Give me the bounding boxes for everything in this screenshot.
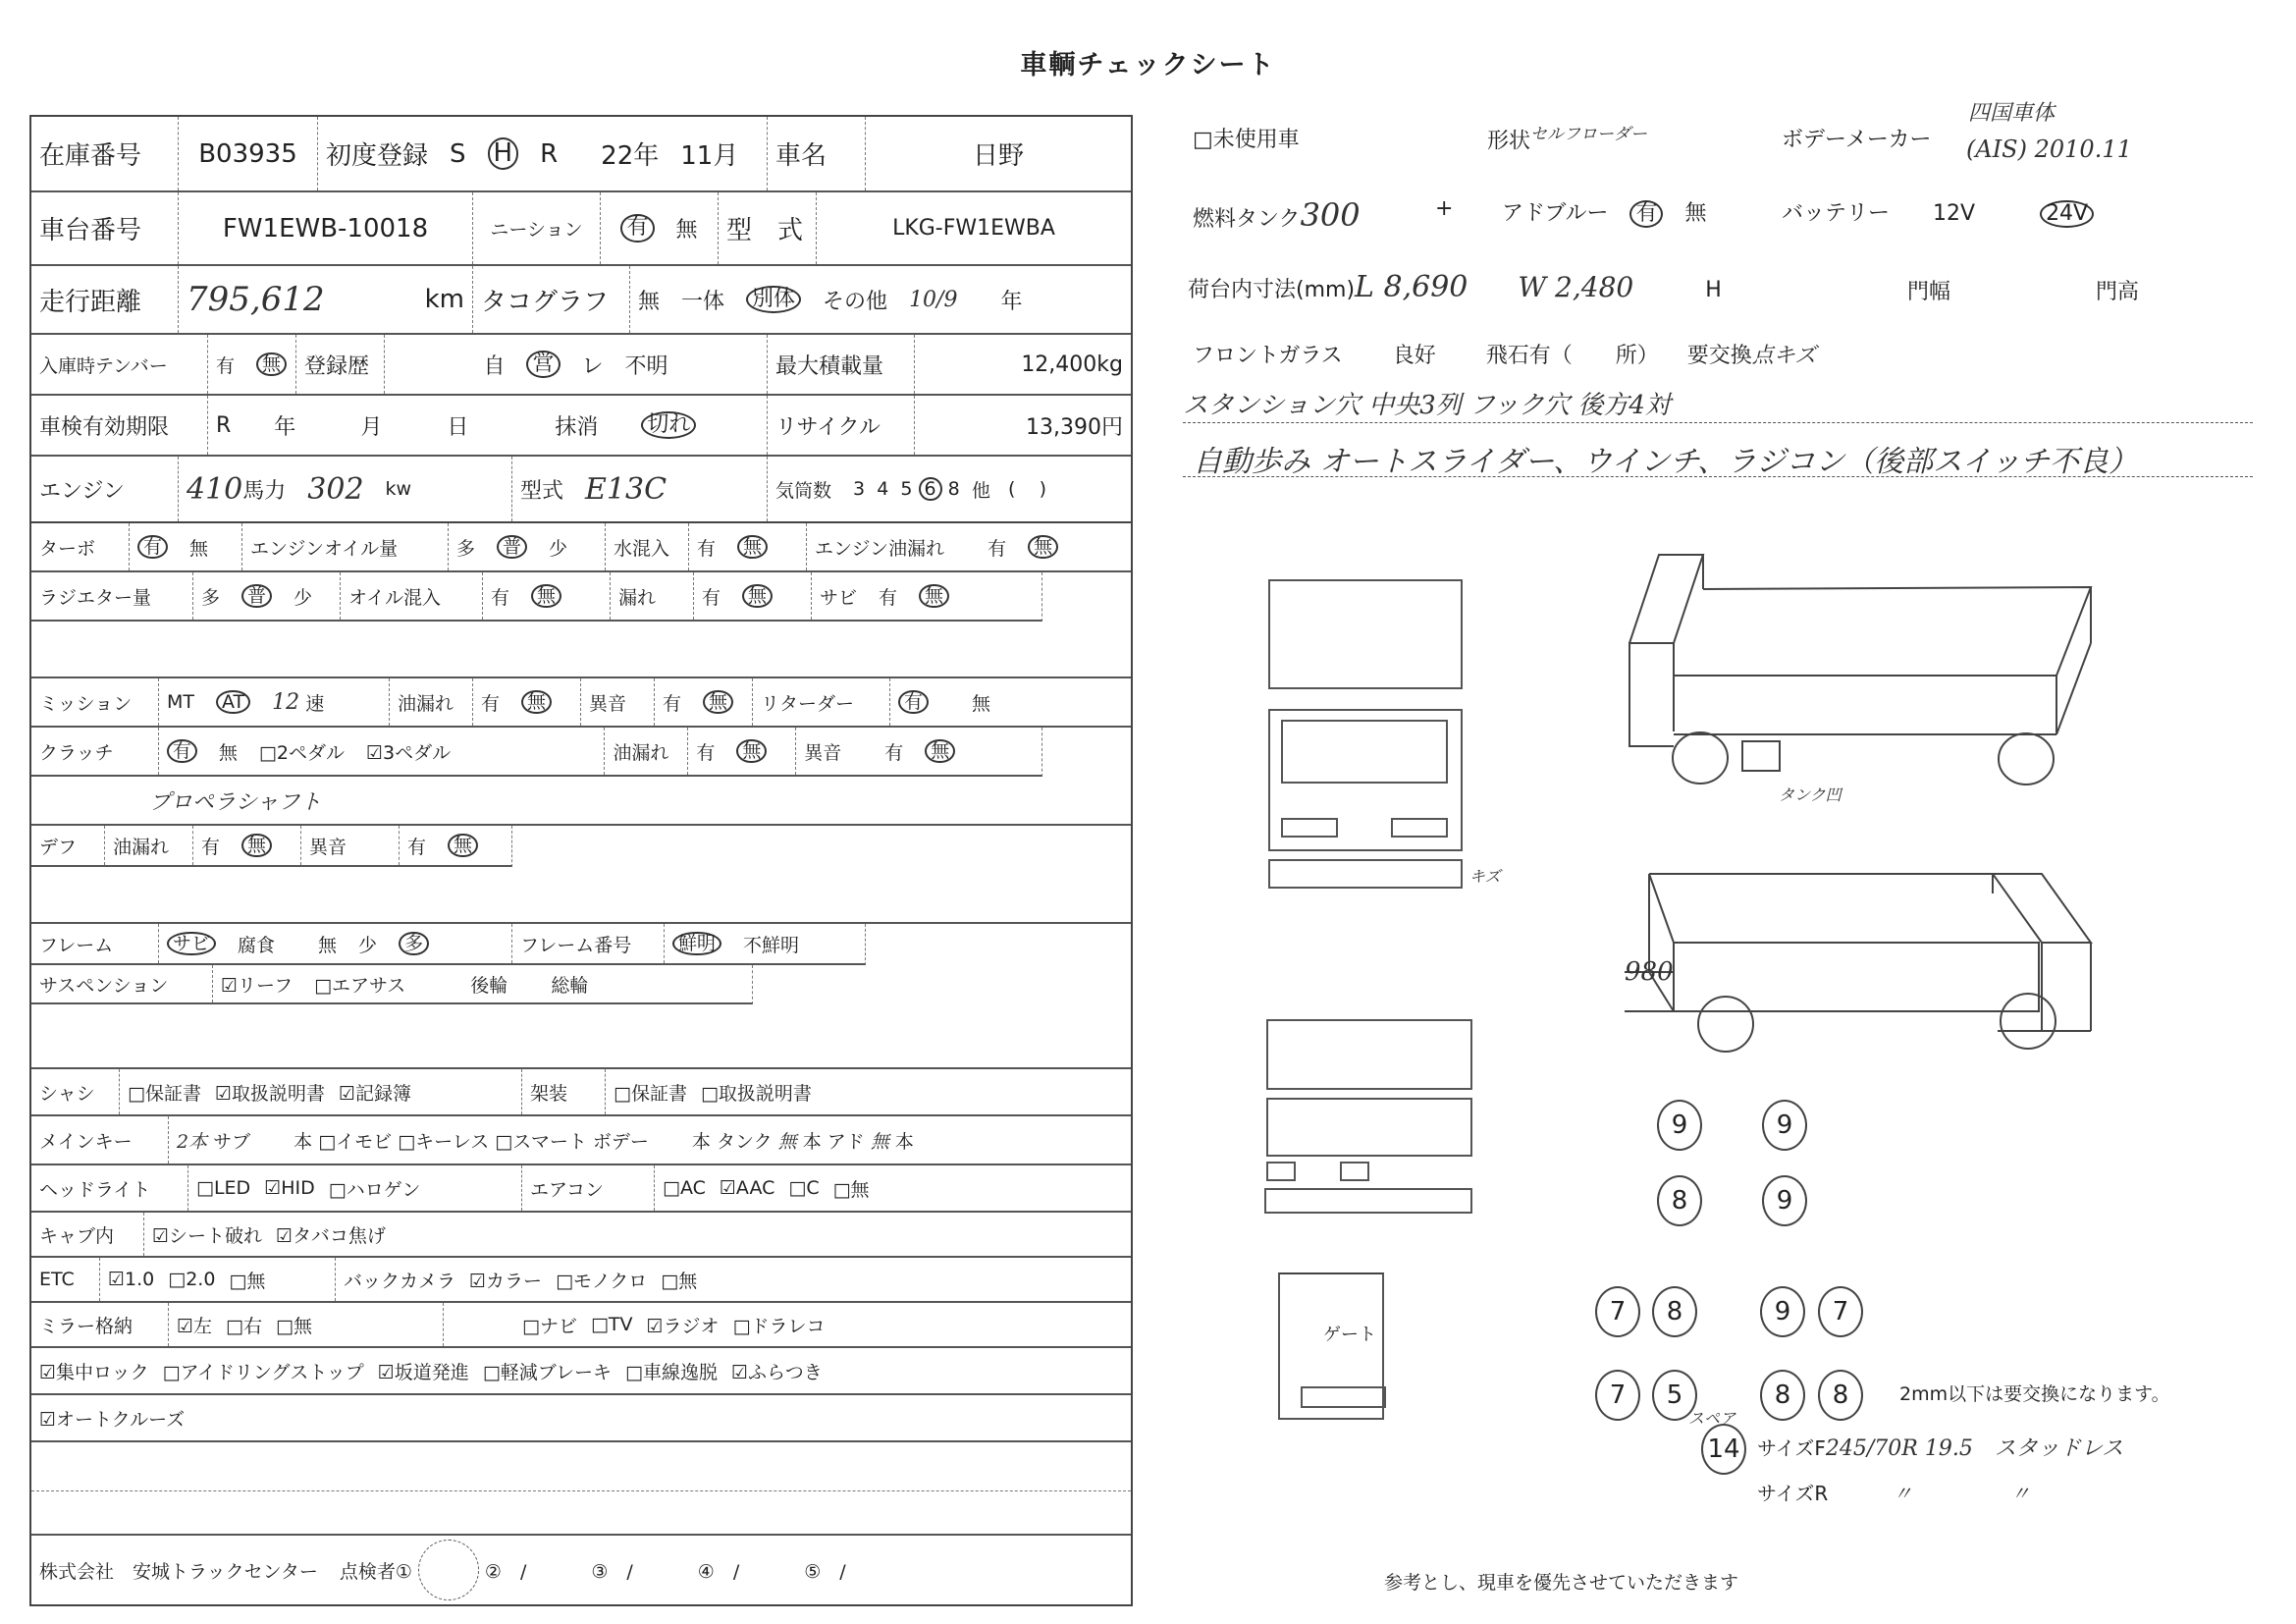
radiator-label: ラジエター量 [31,572,193,620]
bumper-diagram [1268,859,1463,889]
cab-label: キャブ内 [31,1213,144,1256]
tire-rear-5: 7 [1595,1370,1640,1421]
tacho-options: 無 一体 別体 その他 10/9 年 [638,286,1023,314]
height-note: 980 [1625,957,1674,987]
retarder-label: リターダー [753,678,890,726]
reg-history-options: 自 営 レ 不明 [385,335,768,394]
body-docs-label: 架装 [522,1069,606,1114]
tire-rear-8: 8 [1818,1370,1863,1421]
first-registration: 初度登録 S H R 22年 11月 [318,117,768,190]
plus-sign: + [1435,196,1454,221]
gate-step [1301,1386,1386,1408]
frame-no-label: フレーム番号 [512,924,665,963]
tire-front-right-outer: 9 [1762,1100,1807,1151]
diff-noise-options: 有 無 [400,826,507,865]
engine-leak: エンジン油漏れ 有 無 [807,523,1131,570]
av-options: □ナビ □TV ☑ラジオ □ドラレコ [522,1314,826,1337]
engine-oil-label: エンジンオイル量 [242,523,449,570]
model-label: 型 式 [719,192,817,264]
clutch-label: クラッチ [31,728,159,775]
tire-rear-1: 7 [1595,1286,1640,1337]
inspector-stamp [418,1540,479,1600]
backcam: バックカメラ ☑カラー □モノクロ □無 [344,1270,698,1292]
front-damage-note: キズ [1469,867,1501,886]
body-maker-date: (AIS) 2010.11 [1966,135,2132,163]
tire-rear-3: 9 [1760,1286,1805,1337]
frame-options: サビ 腐食 無 少 多 [159,924,512,963]
recycle-label: リサイクル [768,396,915,455]
note-line-1: スタンション穴 中央3列 フック穴 後方4対 [1183,391,1671,420]
turbo-label: ターボ [31,523,130,570]
tire-replace-note: 2mm以下は要交換になります。 [1899,1383,2170,1405]
leak-options: 有 無 [694,572,812,620]
mission-noise-options: 有 無 [655,678,753,726]
clutch-options: 有 無 □2ペダル ☑3ペダル [159,728,606,775]
size-front: サイズF245/70R 19.5 スタッドレス [1757,1436,2124,1461]
clutch-leak-options: 有 無 [688,728,796,775]
clutch-noise: 異音 有 無 [796,728,1041,775]
stock-no: B03935 [179,117,318,190]
diff-noise-label: 異音 [301,826,400,865]
engine-power: 410 馬力 302 kw [179,457,512,521]
battery: バッテリー 12V 24V [1782,196,2094,228]
windshield: フロントガラス 良好 飛石有（ 所） 要交換点キズ [1193,344,1817,368]
tire-front-left-outer: 9 [1657,1100,1702,1151]
etc-label: ETC [31,1258,100,1301]
windshield-diagram [1281,720,1448,784]
oil-mix-options: 有 無 [483,572,611,620]
mirror-options: ☑左 □右 □無 [169,1303,444,1346]
inspection-date: R 年 月 日 抹消 切れ [208,396,768,455]
body-docs: □保証書 □取扱説明書 [614,1082,812,1105]
suspension-label: サスペンション [31,965,213,1002]
tire-front-left-inner: 8 [1657,1175,1702,1226]
mileage-label: 走行距離 [31,266,179,333]
nission-options: 有 無 [601,192,719,264]
note-line-2: 自動歩み オートスライダー、ウインチ、ラジコン（後部スイッチ不良） [1193,445,2138,479]
aircon-options: □AC ☑AAC □C □無 [663,1177,870,1201]
car-name-label: 車名 [768,117,866,190]
body-maker-label: ボデーメーカー [1782,128,1932,152]
mission-noise-label: 異音 [581,678,655,726]
water-mix-options: 有 無 [689,523,807,570]
mission-leak-label: 油漏れ [390,678,473,726]
water-mix-label: 水混入 [606,523,689,570]
era-selected: H [488,137,519,170]
mainkey-options: 2本 サブ 本 □イモビ □キーレス □スマート ボデー 本 タンク 無 本 アド 無 本 [177,1130,914,1153]
rear-light-right [1340,1162,1369,1181]
tire-front-right-inner: 9 [1762,1175,1807,1226]
chassis-no: FW1EWB-10018 [179,192,473,264]
tire-rear-2: 8 [1652,1286,1697,1337]
diff-leak-options: 有 無 [193,826,301,865]
top-view-diagram [1268,579,1463,689]
etc-options: ☑1.0 □2.0 □無 [100,1258,336,1301]
propeller-shaft-note: プロペラシャフト [149,789,322,815]
diff-leak-label: 油漏れ [105,826,193,865]
mileage: 795,612 km [179,266,473,333]
fuel-tank: 燃料タンク300 [1193,196,1361,234]
inspection-label: 車検有効期限 [31,396,208,455]
chassis-docs: □保証書 ☑取扱説明書 ☑記録簿 [120,1069,522,1114]
mission-label: ミッション [31,678,159,726]
diff-label: デフ [31,826,105,865]
gate-height-label: 門高 [2096,280,2140,304]
chassis-docs-label: シャシ [31,1069,120,1114]
clutch-leak-label: 油漏れ [605,728,688,775]
headlight-right [1391,818,1448,838]
size-rear: サイズR 〃 〃 [1757,1482,2031,1505]
model: LKG-FW1EWBA [892,216,1055,241]
cruise-options: ☑オートクルーズ [39,1408,186,1431]
page-title: 車輌チェックシート [1020,50,1276,81]
temp-plate-label: 入庫時テンバー [31,335,208,394]
suspension-options: ☑リーフ □エアサス 後輪 総輪 [221,974,589,997]
oil-mix-label: オイル混入 [341,572,483,620]
mainkey-label: メインキー [31,1116,169,1164]
max-load: 12,400kg [1021,352,1123,377]
tire-rear-6: 5 [1652,1370,1697,1421]
tank-dent-note: タンク凹 [1779,785,1842,804]
disclaimer: 参考とし、現車を優先させていただきます [1384,1572,1739,1594]
blank-row [31,622,1131,678]
truck-side-view-right [1610,844,2199,1060]
temp-plate-options: 有 無 [208,335,296,394]
footer: 株式会社 安城トラックセンター 点検者① ② / ③ / ④ / ⑤ / [31,1536,1131,1604]
max-load-label: 最大積載量 [768,335,915,394]
gate-width-label: 門幅 [1907,280,1951,304]
headlight-options: □LED ☑HID □ハロゲン [188,1165,522,1211]
spare-label: スペア [1688,1409,1736,1428]
engine-label: エンジン [31,457,179,521]
gate-label: ゲート [1323,1325,1376,1345]
headlight-label: ヘッドライト [31,1165,188,1211]
headlight-left [1281,818,1338,838]
mission-type: MT AT 12 速 [159,678,390,726]
tacho-label: タコグラフ [473,266,630,333]
unused-vehicle: □未使用車 [1193,128,1300,152]
diff-note-row [31,777,1131,826]
tire-rear-7: 8 [1760,1370,1805,1421]
cylinders: 気筒数 3 4 5 6 8 他 ( ) [775,477,1047,502]
reg-history-label: 登録歴 [296,335,385,394]
stock-no-label: 在庫番号 [31,117,179,190]
adblue: アドブルー 有 無 [1502,196,1707,228]
mission-leak-options: 有 無 [473,678,581,726]
check-sheet-table [29,115,1133,1606]
chassis-no-label: 車台番号 [31,192,179,264]
rust: サビ 有 無 [812,572,1033,620]
turbo-options: 有 無 [130,523,242,570]
retarder-options: 有 無 [890,678,1087,726]
cargo-dimensions: 荷台内寸法(mm)L 8,690 W 2,480 H [1188,270,1722,304]
mirror-label: ミラー格納 [31,1303,169,1346]
safety-options: ☑集中ロック □アイドリングストップ ☑坂道発進 □軽減ブレーキ □車線逸脱 ☑ふらつき [39,1361,823,1383]
tire-rear-4: 7 [1818,1286,1863,1337]
cab-options: ☑シート破れ ☑タバコ焦げ [152,1224,386,1247]
engine-oil-options: 多 普 少 [449,523,606,570]
body-maker: 四国車体 [1968,101,2056,126]
row-stock [31,117,1131,192]
recycle: 13,390円 [1026,414,1123,440]
rear-light-left [1266,1162,1296,1181]
leak-label: 漏れ [611,572,694,620]
radiator-options: 多 普 少 [193,572,341,620]
frame-no-options: 鮮明 不鮮明 [665,924,861,963]
shape: 形状$^{セルフローダー}$ [1487,125,1648,154]
aircon-label: エアコン [522,1165,655,1211]
rear-view-top [1266,1019,1472,1090]
rear-bumper [1264,1188,1472,1214]
spare-tire: 14 [1701,1424,1746,1475]
frame-label: フレーム [31,924,159,963]
truck-side-view-left [1610,550,2199,805]
nission-label: ニーション [473,192,601,264]
car-name: 日野 [972,141,1024,171]
engine-model: 型式 E13C [512,457,768,521]
rear-view-body [1266,1098,1472,1157]
